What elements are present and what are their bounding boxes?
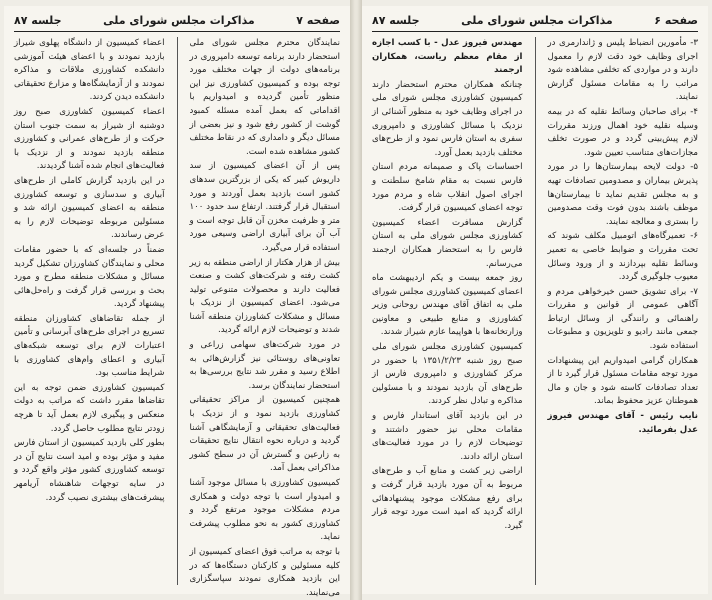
paragraph: احساسات پاک و صمیمانه مردم استان فارس نسبت به مقام شامخ سلطنت و اجرای اصول انقلاب شاه و مردم مورد توجه اعضای کمیسیون قرار گرفت. (372, 162, 523, 214)
right-page-left-column (372, 37, 523, 585)
speaker-heading: مهندس فیروز عدل - با کسب اجازه از مقام معظم ریاست، همکاران ارجمند (372, 38, 523, 76)
paragraph: در این بازدید گزارش کاملی از طرح‌های آبیاری و سدسازی و توسعه کشاورزی منطقه به اعضای کمیسیون ارائه شد و مسئولین مربوطه توضیحات لازم را به عرض رساندند. (14, 175, 165, 241)
left-header-rule (14, 31, 340, 32)
paragraph: ۴- برای صاحبان وسائط نقلیه که در بیمه وسیله نقلیه خود اهمال ورزند مقررات لازم پیش‌بینی گردد و در صورت تخلف مجازات‌های متناسب تعیین شود. (547, 106, 698, 158)
left-page-columns (14, 37, 340, 598)
right-header-rule (372, 31, 698, 32)
paragraph: همچنین کمیسیون از مراکز تحقیقاتی کشاورزی بازدید نمود و از نزدیک با فعالیت‌های تحقیقاتی و آزمایشگاهی آشنا گردید و درباره نحوه انتقال نتایج تحقیقات به زارعین و گسترش آن در سطح کشور مذاکراتی بعمل آمد. (189, 395, 340, 474)
paragraph: ۳- مأمورین انضباط پلیس و ژاندارمری در اجرای وظایف خود دقت لازم را معمول دارند و در مواردی که تخلفی مشاهده شود مراتب را به مقامات مسئول گزارش نمایند. (547, 38, 698, 103)
column-divider (177, 37, 178, 585)
left-page-header (14, 12, 340, 28)
paragraph: پس از آن اعضای کمیسیون از سد داریوش کبیر که یکی از بزرگترین سدهای کشور است بازدید بعمل آوردند و مورد استقبال قرار گرفتند. ارتفاع سد حدود ۱۰۰ متر و ظرفیت مخزن آن قابل توجه است و آب آن برای آبیاری اراضی وسیعی مورد استفاده قرار می‌گیرد. (189, 161, 340, 253)
left-page-number: صفحه ۷ (296, 13, 340, 27)
paragraph: بطور کلی بازدید کمیسیون از استان فارس مفید و مؤثر بوده و امید است نتایج آن در توسعه کشاورزی کشور مؤثر واقع گردد و در سایه توجهات شاهنشاه آریامهر پیشرفت‌های بیشتری نصیب گردد. (14, 438, 165, 503)
right-page-header (372, 12, 698, 28)
paragraph: کمیسیون کشاورزی مجلس شورای ملی صبح روز شنبه ۱۳۵۱/۲/۲۳ با حضور در مرکز کشاورزی و دامپروری فارس از طرح‌های آن بازدید نمودند و با مسئولین مذاکره و تبادل نظر کردند. (372, 342, 523, 407)
left-page-title: مذاکرات مجلس شورای ملی (103, 13, 255, 27)
paragraph: همکاران گرامی امیدواریم این پیشنهادات مورد توجه مقامات مسئول قرار گیرد تا از تعداد تصادفات کاسته شود و جان و مال هموطنان عزیز محفوظ بماند. (547, 355, 698, 407)
column-divider (535, 37, 536, 585)
paragraph: ۶- تعمیرگاه‌های اتومبیل مکلف شوند که تحت مقررات و ضوابط خاصی به تعمیر وسائط نقلیه بپردازند و از ورود وسائل معیوب جلوگیری گردد. (547, 231, 698, 283)
paragraph: اعضاء کمیسیون کشاورزی صبح روز دوشنبه از شیراز به سمت جنوب استان حرکت و از طرح‌های عمرانی و کشاورزی منطقه بازدید نمودند و از نزدیک با فعالیت‌های انجام شده آشنا گردیدند. (14, 106, 165, 172)
right-page-session: جلسه ۸۷ (372, 13, 420, 27)
right-page-columns (372, 37, 698, 585)
paragraph: ۷- برای تشویق حسن خیرخواهی مردم و آگاهی عمومی از قوانین و مقررات راهنمائی و رانندگی از وسائل ارتباط جمعی مانند رادیو و تلویزیون و مطبوعات استفاده شود. (547, 286, 698, 352)
paragraph: نمایندگان محترم مجلس شورای ملی استحضار دارند برنامه توسعه دامپروری در برنامه‌های دولت از جهات مختلف مورد توجه بوده و کمیسیون کشاورزی نیز این منظور تأمین گردیده و امیدواریم با اقداماتی که بعمل آمده مسئله کمبود گوشت از کشور رفع شود و نیز بعضی از مسائل دیگر و دامداری که در نقاط مختلف کشور مشاهده شده است. (189, 38, 340, 157)
paragraph: با توجه به مراتب فوق اعضای کمیسیون از کلیه مسئولین و کارکنان دستگاه‌ها که در این بازدید همکاری نمودند سپاسگزاری می‌نمایند. (189, 546, 340, 598)
left-page-left-column (14, 37, 165, 585)
paragraph: اعضاء کمیسیون از دانشگاه پهلوی شیراز بازدید نمودند و با اعضای هیئت آموزشی دانشکده کشاورزی ملاقات و مذاکره نمودند و از آزمایشگاه‌ها و مزارع تحقیقاتی دانشکده دیدن کردند. (14, 38, 165, 103)
right-page-right-column (548, 37, 699, 585)
left-page-right-column (189, 37, 341, 598)
right-page (362, 6, 708, 594)
left-page-session: جلسه ۸۷ (14, 13, 62, 27)
right-page-title: مذاکرات مجلس شورای ملی (461, 13, 613, 27)
paragraph: از جمله تقاضاهای کشاورزان منطقه تسریع در اجرای طرح‌های آبرسانی و تأمین اعتبارات لازم برای توسعه شبکه‌های آبیاری و اعطای وام‌های کشاورزی با شرایط مناسب بود. (14, 313, 165, 379)
paragraph: چنانکه همکاران محترم استحضار دارند کمیسیون کشاورزی مجلس شورای ملی در اجرای وظایف خود به منظور آشنائی از نزدیک با مسائل کشاورزی و دامپروری سفری به استان فارس نمود و از طرح‌های مختلف بازدید بعمل آورد. (372, 79, 523, 158)
paragraph: اراضی زیر کشت و منابع آب و طرح‌های مربوط به آن مورد بازدید قرار گرفت و برای رفع مشکلات موجود پیشنهادهائی ارائه گردید که امید است مورد توجه قرار گیرد. (372, 466, 523, 531)
paragraph: کمیسیون کشاورزی ضمن توجه به این تقاضاها مقرر داشت که مراتب به دولت منعکس و پیگیری لازم بعمل آید تا هرچه زودتر نتایج مطلوب حاصل گردد. (14, 382, 165, 434)
paragraph: در مورد شرکت‌های سهامی زراعی و تعاونی‌های روستائی نیز گزارش‌هائی به اطلاع رسید و مقرر شد نتایج بررسی‌ها به استحضار نمایندگان برسد. (189, 340, 340, 391)
right-page-number: صفحه ۶ (654, 13, 698, 27)
speaker-line: نایب رئیس - آقای مهندس فیروز عدل بفرمائید. (547, 411, 698, 435)
paragraph: کمیسیون کشاورزی با مسائل موجود آشنا و امیدوار است با توجه دولت و همکاری مردم مشکلات موجود مرتفع گردد و کشاورزی کشور به نحو مطلوب پیشرفت نماید. (189, 478, 340, 543)
paragraph: در این بازدید آقای استاندار فارس و مقامات محلی نیز حضور داشتند و توضیحات لازم را در مورد فعالیت‌های استان ارائه دادند. (372, 411, 523, 462)
left-page (4, 6, 350, 598)
book-gutter (350, 0, 362, 600)
paragraph: گزارش مسافرت اعضاء کمیسیون کشاورزی مجلس شورای ملی به استان فارس را به استحضار همکاران ارجمند می‌رسانم. (372, 217, 523, 269)
paragraph: ۵- دولت لایحه بیمارستان‌ها را در مورد پذیرش بیماران و مصدومین تصادفات تهیه و به مجلس تقدیم نماید تا بیمارستان‌ها موظف باشند بدون فوت وقت مصدومین را بستری و معالجه نمایند. (547, 162, 698, 227)
paragraph: بیش از هزار هکتار از اراضی منطقه به زیر کشت رفته و شرکت‌های کشت و صنعت فعالیت دارند و محصولات متنوعی تولید می‌شود. اعضای کمیسیون از نزدیک با مسائل و مشکلات کشاورزان منطقه آشنا شدند و توضیحات لازم ارائه گردید. (189, 257, 340, 336)
paragraph: ضمناً در جلسه‌ای که با حضور مقامات محلی و نمایندگان کشاورزان تشکیل گردید مسائل و مشکلات منطقه مطرح و مورد بحث و بررسی قرار گرفت و راه‌حل‌هائی پیشنهاد گردید. (14, 244, 165, 310)
paragraph: روز جمعه بیست و یکم اردیبهشت ماه اعضای کمیسیون کشاورزی مجلس شورای ملی به اتفاق آقای مهندس روحانی وزیر کشاورزی و منابع طبیعی و معاونین وزارتخانه‌ها با هواپیما عازم شیراز شدند. (372, 273, 523, 338)
